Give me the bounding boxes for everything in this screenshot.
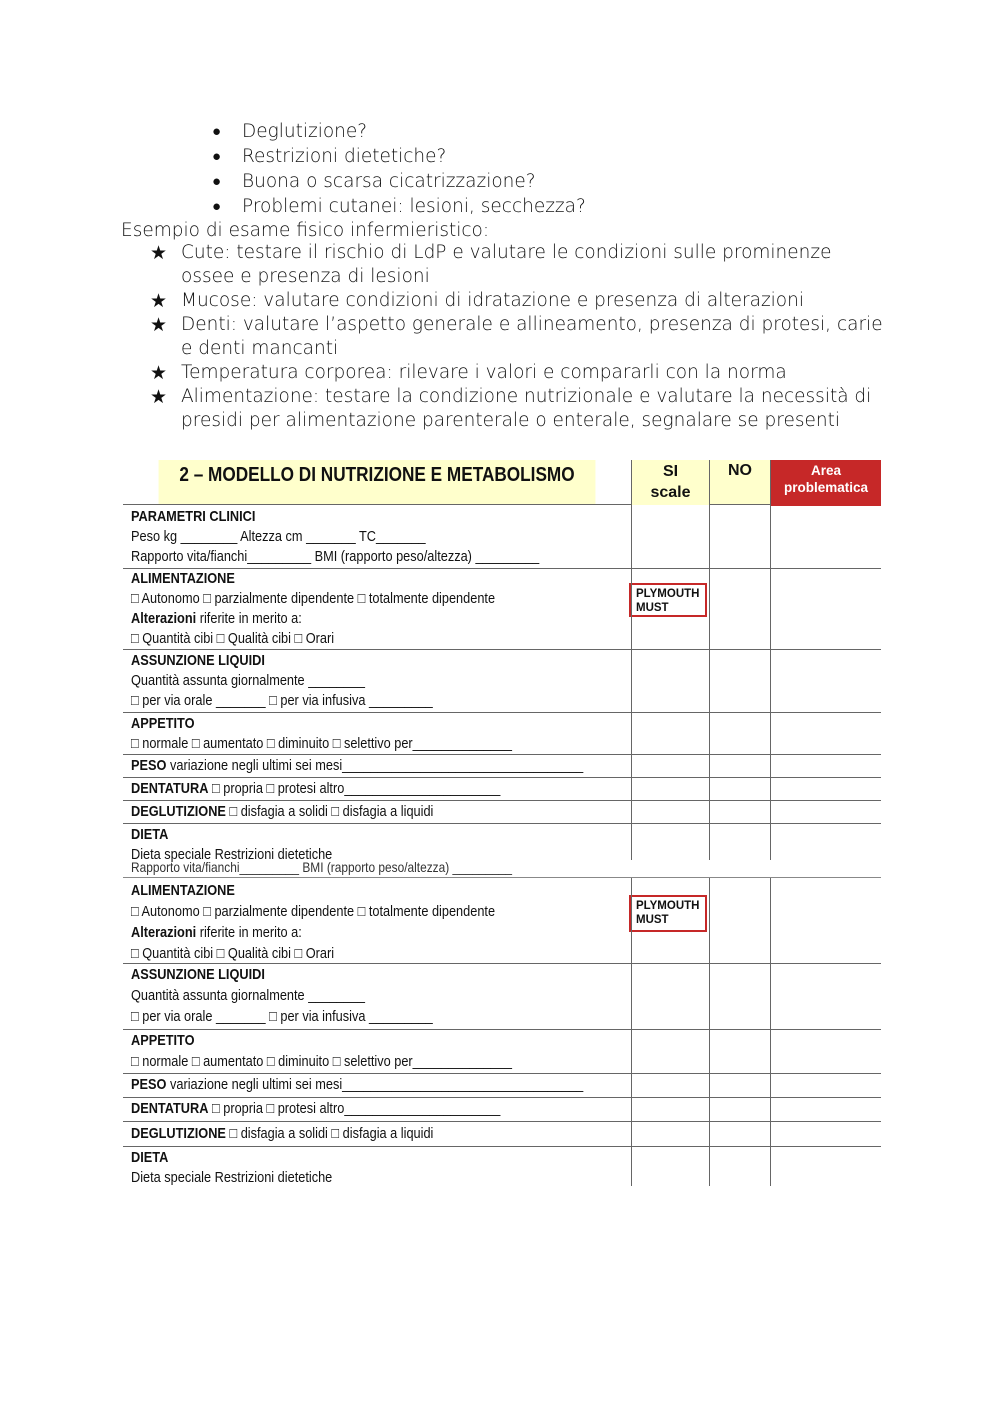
list-item: ● Problemi cutanei: lesioni, secchezza?	[212, 196, 586, 217]
section-parametri: PARAMETRI CLINICI Peso kg ________ Altezza cm _______ TC_______ Rapporto vita/fianchi_________ BMI (rapporto peso/altezza) _________	[123, 505, 881, 569]
list-item: ★ Denti: valutare l’aspetto generale e allineamento, presenza di protesi, carie e denti mancanti	[150, 314, 883, 359]
list-item: ● Restrizioni dietetiche?	[212, 146, 447, 167]
form-header	[123, 460, 881, 505]
section-dieta: DIETA Dieta speciale Restrizioni dietetiche	[131, 826, 333, 863]
question-list	[212, 119, 586, 219]
list-item: ★ Temperatura corporea: rilevare i valori e compararli con la norma	[150, 362, 787, 384]
section-alimentazione: ALIMENTAZIONE □ Autonomo □ parzialmente dipendente □ totalmente dipendente Alterazioni riferite in merito a: □ Quantità cibi □ Qualità cibi □ Orari PLYMOUTH MUST	[123, 878, 881, 964]
plymouth-must-badge: PLYMOUTH MUST	[629, 895, 707, 932]
star-icon: ★	[150, 290, 168, 312]
bullet-icon: ●	[212, 122, 222, 140]
col-si-scale: SI scale	[632, 460, 709, 505]
section-dieta: DIETA Dieta speciale Restrizioni dietetiche	[131, 1149, 333, 1186]
star-icon: ★	[150, 314, 168, 336]
section-peso: PESO variazione negli ultimi sei mesi__________________________________	[123, 1074, 881, 1098]
star-icon: ★	[150, 386, 168, 408]
exam-list	[150, 241, 890, 433]
section-dentatura: DENTATURA □ propria □ protesi altro______________________	[123, 778, 881, 801]
section-dentatura: DENTATURA □ propria □ protesi altro______________________	[123, 1098, 881, 1122]
bullet-icon: ●	[212, 147, 222, 165]
plymouth-must-badge: PLYMOUTH MUST	[629, 583, 707, 617]
section-liquidi: ASSUNZIONE LIQUIDI Quantità assunta giornalmente ________ □ per via orale _______ □ per via infusiva _________	[123, 964, 881, 1030]
cut-fragment: Rapporto vita/fianchi_________ BMI (rapporto peso/altezza) _________	[131, 859, 513, 875]
section-peso: PESO variazione negli ultimi sei mesi__________________________________	[123, 755, 881, 778]
list-item: ● Buona o scarsa cicatrizzazione?	[212, 171, 536, 192]
nutrition-form-image-crop	[123, 859, 881, 1186]
list-item: ★ Alimentazione: testare la condizione nutrizionale e valutare la necessità di presidi per alimentazione parenterale o enterale, segnalare se presenti	[150, 386, 872, 431]
list-item: ● Deglutizione?	[212, 121, 368, 142]
list-item: ★ Cute: testare il rischio di LdP e valutare le condizioni sulle prominenze ossee e presenza di lesioni	[150, 242, 832, 287]
star-icon: ★	[150, 362, 168, 384]
section-alimentazione: ALIMENTAZIONE □ Autonomo □ parzialmente dipendente □ totalmente dipendente Alterazioni riferite in merito a: □ Quantità cibi □ Qualità cibi □ Orari PLYMOUTH MUST	[123, 569, 881, 650]
bullet-icon: ●	[212, 197, 222, 215]
section-appetito: APPETITO □ normale □ aumentato □ diminuito □ selettivo per______________	[123, 713, 881, 755]
section-deglutizione: DEGLUTIZIONE □ disfagia a solidi □ disfagia a liquidi	[123, 1122, 881, 1147]
section-deglutizione: DEGLUTIZIONE □ disfagia a solidi □ disfagia a liquidi	[123, 801, 881, 824]
nutrition-form-image	[123, 460, 881, 863]
col-no: NO	[710, 460, 770, 504]
exam-title: Esempio di esame fisico infermieristico:	[121, 220, 490, 241]
section-appetito: APPETITO □ normale □ aumentato □ diminuito □ selettivo per______________	[123, 1030, 881, 1074]
list-item: ★ Mucose: valutare condizioni di idratazione e presenza di alterazioni	[150, 290, 804, 312]
star-icon: ★	[150, 242, 168, 264]
col-area-problematica: Area problematica	[771, 460, 881, 506]
bullet-icon: ●	[212, 172, 222, 190]
form-title: 2 – MODELLO DI NUTRIZIONE E METABOLISMO	[159, 460, 596, 504]
section-liquidi: ASSUNZIONE LIQUIDI Quantità assunta giornalmente ________ □ per via orale _______ □ per via infusiva _________	[123, 650, 881, 713]
